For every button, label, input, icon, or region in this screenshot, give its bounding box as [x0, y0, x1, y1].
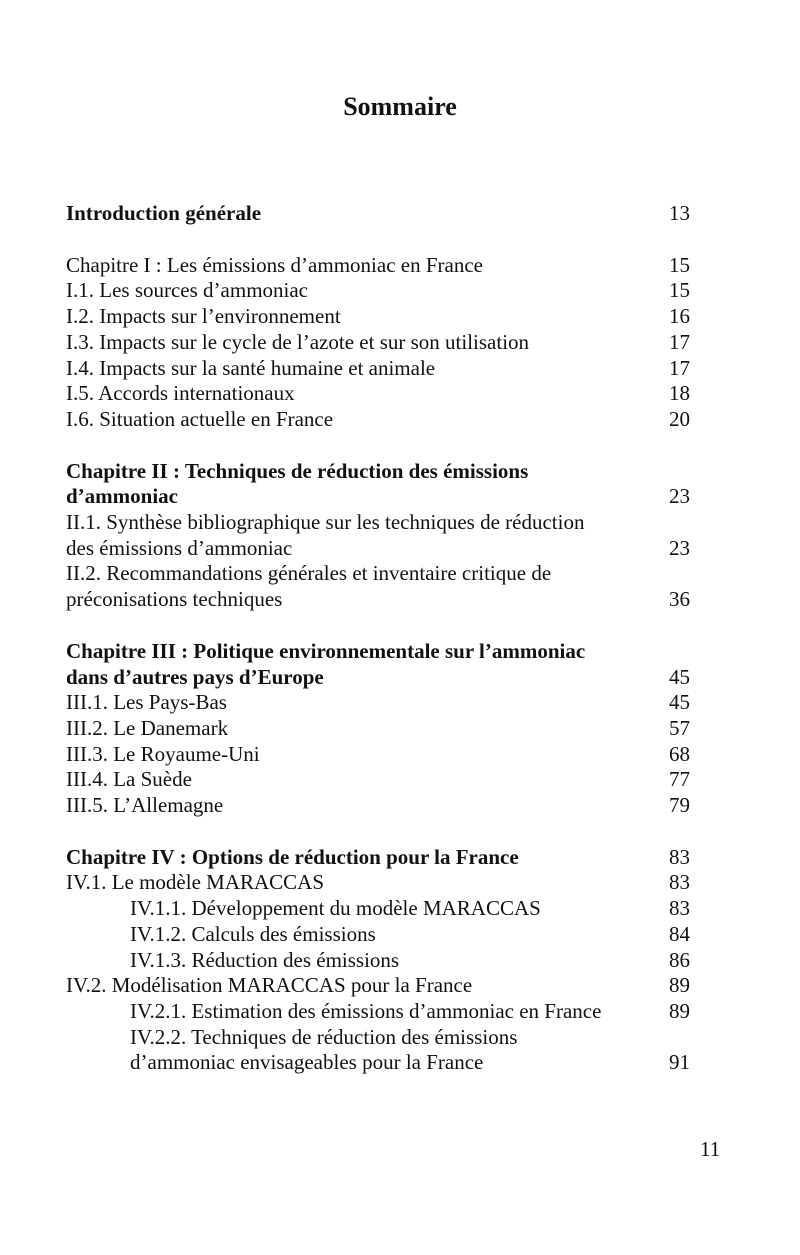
entry-title-line: IV.2. Modélisation MARACCAS pour la France: [66, 973, 473, 998]
entry-page-number: 83: [669, 870, 690, 895]
toc-entry: [66, 381, 690, 407]
entry-title-line: Introduction générale: [66, 201, 262, 225]
entry-title-line: I.5. Accords internationaux: [66, 381, 295, 406]
entry-page-number: 77: [669, 767, 690, 792]
entry-title-line: III.5. L’Allemagne: [66, 793, 224, 818]
entry-title-line: Chapitre II : Techniques de réduction des émissions: [66, 458, 529, 483]
entry-title-line: II.2. Recommandations générales et inventaire critique de: [66, 561, 552, 586]
entry-title-line: dans d’autres pays d’Europe: [66, 664, 324, 689]
entry-title-line: IV.1.2. Calculs des émissions: [130, 921, 376, 946]
entry-page-number: 89: [669, 973, 690, 998]
entry-title: [66, 845, 519, 871]
toc-entry: [66, 767, 690, 793]
toc-entry: [66, 407, 690, 433]
entry-title: [66, 407, 333, 433]
toc-chapter-entry: [66, 201, 690, 227]
toc-entry: [66, 948, 690, 974]
entry-page-number: 15: [669, 278, 690, 303]
toc-section: [66, 253, 690, 433]
toc-entry: [66, 896, 690, 922]
entry-title-line: III.2. Le Danemark: [66, 715, 229, 740]
entry-title: [66, 870, 324, 896]
toc-entry: [66, 793, 690, 819]
entry-title-line: IV.2.1. Estimation des émissions d’ammoniac en France: [130, 998, 602, 1023]
entry-title-line: Chapitre IV : Options de réduction pour la France: [66, 844, 519, 869]
entry-title: [66, 278, 308, 304]
entry-title-line: III.1. Les Pays-Bas: [66, 690, 227, 715]
toc-entry: [66, 330, 690, 356]
entry-title-line: IV.1. Le modèle MARACCAS: [66, 870, 325, 895]
entry-title: [66, 201, 261, 227]
entry-title: [66, 330, 529, 356]
entry-title: [66, 742, 260, 768]
entry-title-line: IV.1.3. Réduction des émissions: [130, 947, 400, 972]
entry-page-number: 36: [669, 587, 690, 612]
entry-title-line: IV.1.1. Développement du modèle MARACCAS: [130, 896, 541, 921]
entry-page-number: 86: [669, 947, 690, 972]
entry-title: [66, 639, 585, 690]
entry-page-number: 18: [669, 381, 690, 406]
entry-title: [66, 510, 584, 561]
entry-page-number: 57: [669, 715, 690, 740]
toc-entry: [66, 690, 690, 716]
entry-title-line: d’ammoniac: [66, 484, 178, 509]
entry-title: [66, 1025, 517, 1076]
entry-page-number: 45: [669, 690, 690, 715]
toc-chapter-entry: [66, 845, 690, 871]
entry-title: [66, 896, 541, 922]
entry-page-number: 83: [669, 896, 690, 921]
entry-title: [66, 973, 472, 999]
entry-title: [66, 948, 399, 974]
toc-entry: [66, 510, 690, 561]
page-number: 11: [700, 1137, 721, 1161]
entry-page-number: 16: [669, 304, 690, 329]
toc-entry: [66, 716, 690, 742]
entry-title: [66, 716, 228, 742]
toc-entry: [66, 356, 690, 382]
entry-title-line: I.1. Les sources d’ammoniac: [66, 278, 309, 303]
entry-page-number: 17: [669, 329, 690, 354]
entry-title-line: I.6. Situation actuelle en France: [66, 406, 334, 431]
toc-entry: [66, 742, 690, 768]
toc-entry: [66, 922, 690, 948]
toc-entry: [66, 278, 690, 304]
entry-title: [66, 253, 483, 279]
entry-title-line: Chapitre III : Politique environnementale sur l’ammoniac: [66, 638, 586, 663]
entry-title: [66, 793, 223, 819]
entry-title: [66, 767, 192, 793]
toc-section: [66, 201, 690, 227]
entry-page-number: 68: [669, 741, 690, 766]
toc-entry: [66, 870, 690, 896]
toc-entry: [66, 253, 690, 279]
toc-entry: [66, 999, 690, 1025]
entry-page-number: 20: [669, 406, 690, 431]
toc-chapter-entry: [66, 639, 690, 690]
entry-title: [66, 561, 551, 612]
entry-title-line: III.3. Le Royaume-Uni: [66, 741, 260, 766]
entry-page-number: 89: [669, 998, 690, 1023]
toc-section: [66, 639, 690, 819]
entry-title: [66, 690, 227, 716]
entry-title-line: Chapitre I : Les émissions d’ammoniac en France: [66, 252, 483, 277]
entry-page-number: 23: [669, 535, 690, 560]
entry-title-line: IV.2.2. Techniques de réduction des émissions: [130, 1024, 518, 1049]
entry-title-line: préconisations techniques: [66, 587, 283, 612]
entry-title: [66, 459, 528, 510]
toc-chapter-entry: [66, 459, 690, 510]
entry-page-number: 23: [669, 484, 690, 509]
toc-entry: [66, 561, 690, 612]
entry-title: [66, 922, 376, 948]
toc-entry: [66, 304, 690, 330]
toc-section: [66, 459, 690, 613]
entry-title: [66, 381, 295, 407]
toc-entry: [66, 973, 690, 999]
entry-title: [66, 304, 341, 330]
entry-page-number: 83: [669, 844, 690, 869]
entry-page-number: 13: [669, 201, 690, 225]
entry-title-line: II.1. Synthèse bibliographique sur les techniques de réduction: [66, 510, 585, 535]
entry-title-line: I.2. Impacts sur l’environnement: [66, 304, 341, 329]
toc-entry: [66, 1025, 690, 1076]
entry-title-line: I.4. Impacts sur la santé humaine et animale: [66, 355, 436, 380]
entry-page-number: 15: [669, 252, 690, 277]
entry-page-number: 84: [669, 921, 690, 946]
entry-page-number: 45: [669, 664, 690, 689]
entry-title-line: des émissions d’ammoniac: [66, 535, 293, 560]
entry-title-line: d’ammoniac envisageables pour la France: [130, 1050, 484, 1075]
entry-title-line: III.4. La Suède: [66, 767, 192, 792]
page-title: Sommaire: [343, 92, 457, 121]
entry-page-number: 91: [669, 1050, 690, 1075]
entry-title-line: I.3. Impacts sur le cycle de l’azote et sur son utilisation: [66, 329, 530, 354]
entry-page-number: 79: [669, 793, 690, 818]
toc-section: [66, 845, 690, 1076]
table-of-contents: [66, 201, 690, 1102]
entry-title: [66, 999, 601, 1025]
entry-page-number: 17: [669, 355, 690, 380]
entry-title: [66, 356, 435, 382]
